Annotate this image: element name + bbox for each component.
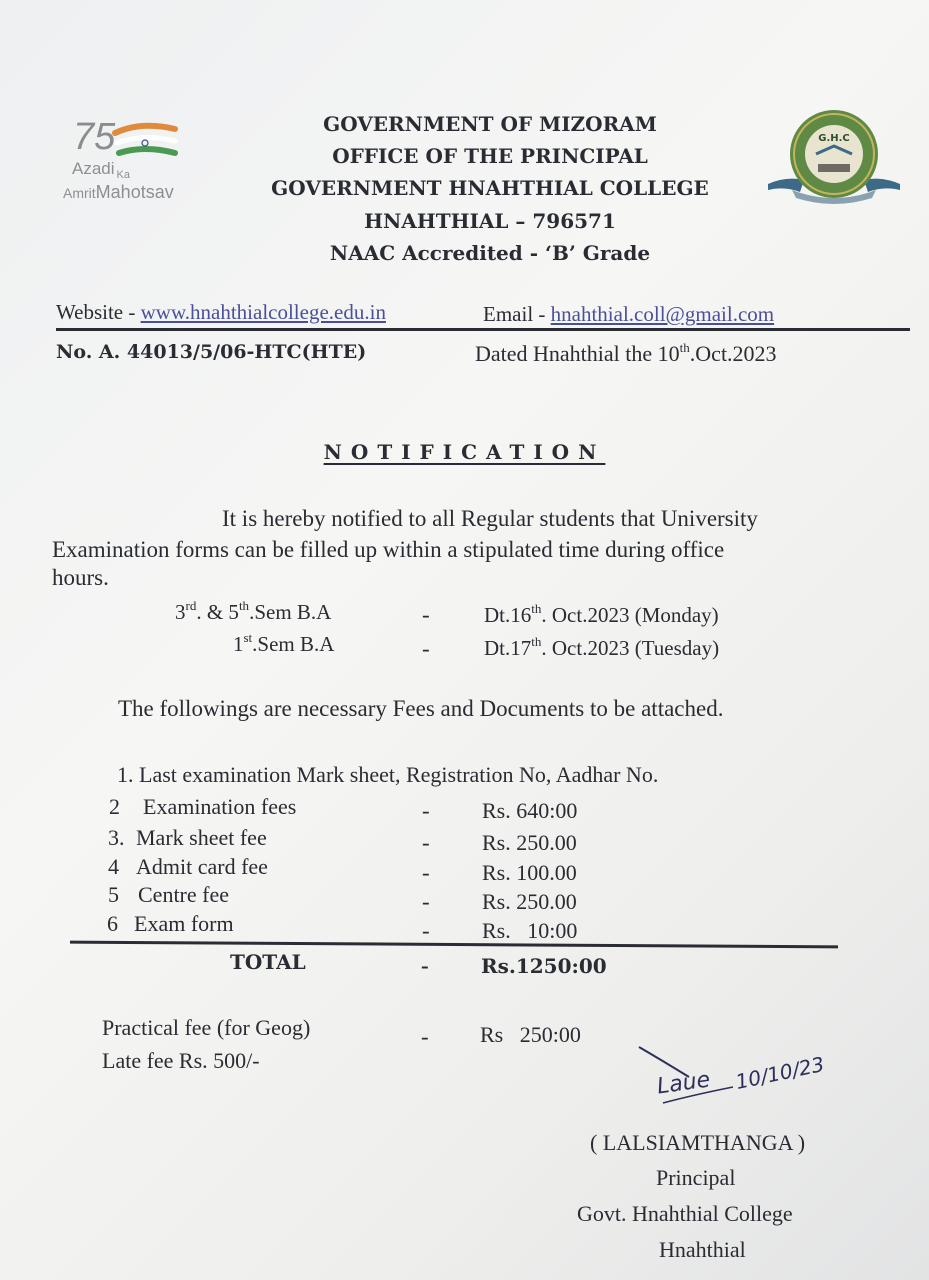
schedule-semester-1: 3rd. & 5th.Sem B.A xyxy=(175,598,332,624)
header-line-address: HNAHTHIAL – 796571 xyxy=(364,209,616,233)
seal-initials: G.H.C xyxy=(818,133,850,144)
email-link[interactable]: hnahthial.coll@gmail.com xyxy=(550,302,775,326)
fee-row-2-label: Mark sheet fee xyxy=(136,825,267,850)
fee-row-1-dash: - xyxy=(422,798,430,823)
signatory-college: Govt. Hnahthial College xyxy=(577,1201,793,1226)
schedule-semester-2: 1st.Sem B.A xyxy=(233,630,335,656)
schedule-dash-2: - xyxy=(422,636,430,661)
fee-row-5-amount: Rs. 10:00 xyxy=(482,918,578,943)
fee-row-1-label: Examination fees xyxy=(143,794,297,819)
fee-row-3-number: 4 xyxy=(108,854,119,879)
fee-row-1-number: 2 xyxy=(109,794,120,819)
header-line-college: GOVERNMENT HNAHTHIAL COLLEGE xyxy=(271,176,709,200)
fees-intro: The followings are necessary Fees and Documents to be attached. xyxy=(118,696,724,721)
practical-fee-label: Practical fee (for Geog) xyxy=(102,1015,311,1040)
fee-row-5-dash: - xyxy=(422,918,430,943)
fee-row-4-amount: Rs. 250.00 xyxy=(482,889,577,914)
college-seal-logo xyxy=(766,106,902,210)
total-divider xyxy=(70,941,838,949)
signatory-place: Hnahthial xyxy=(659,1237,746,1262)
svg-text:75: 75 xyxy=(73,116,116,158)
schedule-date-1: Dt.16th. Oct.2023 (Monday) xyxy=(484,601,719,627)
azadi-ka-amrit-mahotsav-logo: 75 Azadi $_{Ka}$ AmritMahotsav xyxy=(73,115,203,210)
header-divider xyxy=(56,328,910,331)
fee-row-2-dash: - xyxy=(422,830,430,855)
fee-row-3-dash: - xyxy=(422,860,430,885)
fee-row-1-amount: Rs. 640:00 xyxy=(482,798,578,823)
signatory-name: ( LALSIAMTHANGA ) xyxy=(590,1130,806,1155)
fee-row-5-label: Exam form xyxy=(134,911,234,936)
notification-title: NOTIFICATION xyxy=(323,440,606,464)
fee-row-2-number: 3. xyxy=(108,825,125,850)
header-line-office: OFFICE OF THE PRINCIPAL xyxy=(332,144,648,168)
email-line: Email - hnahthial.coll@gmail.com xyxy=(483,302,775,326)
schedule-date-2: Dt.17th. Oct.2023 (Tuesday) xyxy=(484,634,720,660)
signature-scribble: Laue xyxy=(655,1067,712,1100)
fee-row-4-number: 5 xyxy=(108,882,119,907)
fee-row-4-label: Centre fee xyxy=(138,882,229,907)
fee-row-3-amount: Rs. 100.00 xyxy=(482,860,577,885)
fee-row-5-number: 6 xyxy=(107,911,118,936)
notice-paragraph-line-2: Examination forms can be filled up within a stipulated time during office xyxy=(52,537,725,562)
total-label: TOTAL xyxy=(230,950,306,974)
schedule-dash-1: - xyxy=(422,602,430,627)
dated-line: Dated Hnahthial the 10th.Oct.2023 xyxy=(475,340,777,366)
fee-row-2-amount: Rs. 250.00 xyxy=(482,830,577,855)
practical-fee-amount: Rs 250:00 xyxy=(480,1022,581,1047)
header-line-naac: NAAC Accredited - ‘B’ Grade xyxy=(329,241,651,265)
late-fee: Late fee Rs. 500/- xyxy=(102,1048,260,1073)
website-line: Website - www.hnahthialcollege.edu.in xyxy=(56,300,386,324)
reference-number: No. A. 44013/5/06-HTC(HTE) xyxy=(56,341,367,363)
signature-date: 10/10/23 xyxy=(733,1051,827,1095)
fee-row-4-dash: - xyxy=(422,889,430,914)
notice-paragraph-line-3: hours. xyxy=(52,565,109,590)
notice-paragraph-line-1: It is hereby notified to all Regular students that University xyxy=(222,506,758,531)
signatory-title: Principal xyxy=(656,1165,736,1190)
fee-row-3-label: Admit card fee xyxy=(136,854,268,879)
college-emblem-icon xyxy=(766,106,902,210)
total-amount: Rs.1250:00 xyxy=(481,954,607,978)
header-line-government: GOVERNMENT OF MIZORAM xyxy=(323,112,657,136)
principal-signature xyxy=(633,1043,853,1118)
website-link[interactable]: www.hnahthialcollege.edu.in xyxy=(140,300,386,324)
total-dash: - xyxy=(421,953,429,978)
practical-fee-dash: - xyxy=(421,1024,429,1049)
documents-item: 1. Last examination Mark sheet, Registration No, Aadhar No. xyxy=(117,762,659,787)
